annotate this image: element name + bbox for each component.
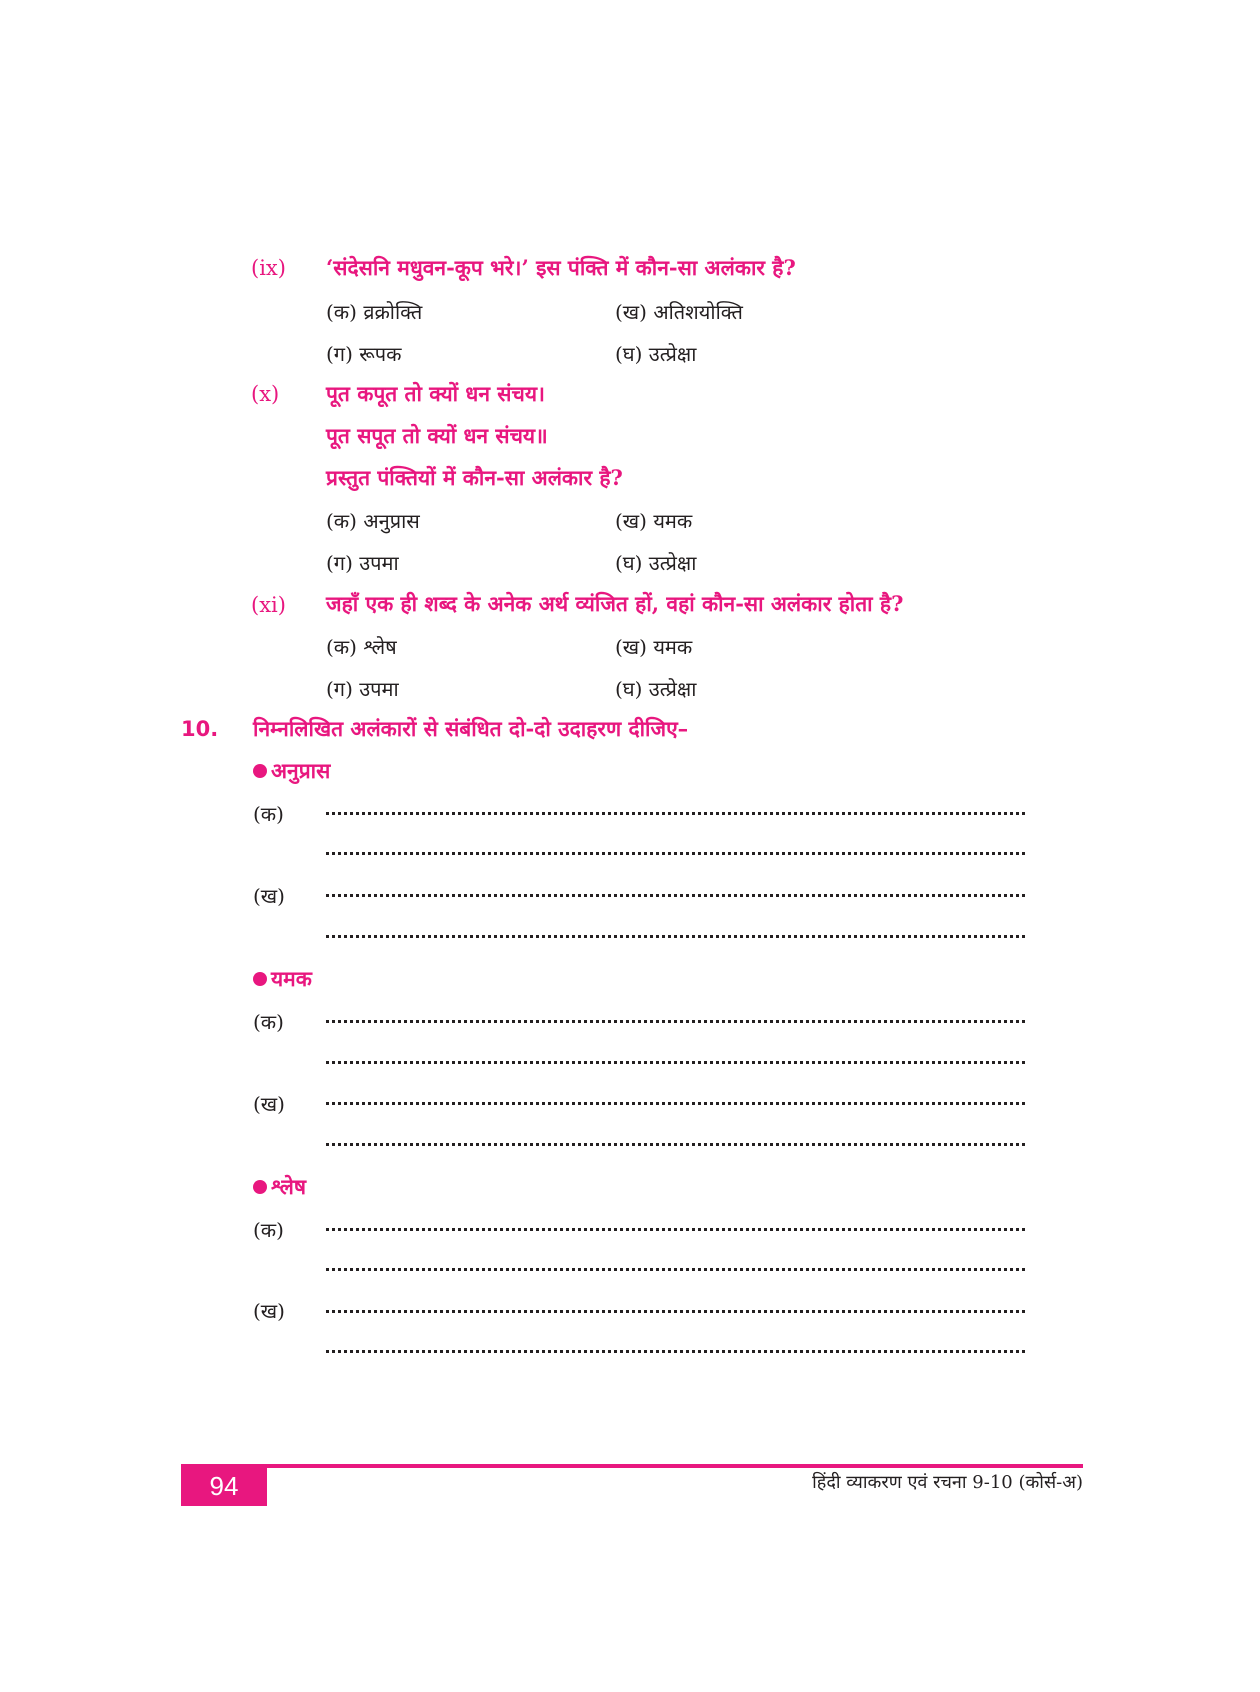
option: (घ) उत्प्रेक्षा [615,551,697,575]
answer-label: (ख) [253,1299,285,1323]
group-heading: श्लेष [253,1173,306,1201]
option: (क) व्रक्रोक्ति [326,300,423,324]
answer-line[interactable] [326,1228,1025,1231]
answer-line[interactable] [326,1310,1025,1313]
group-heading: अनुप्रास [253,757,330,785]
option: (घ) उत्प्रेक्षा [615,677,697,701]
answer-line[interactable] [326,1020,1025,1023]
footer-rule [181,1464,1083,1468]
bullet-icon [253,764,267,778]
option: (ख) यमक [615,635,693,659]
answer-line[interactable] [326,1268,1025,1271]
answer-label: (क) [253,1010,284,1034]
answer-line[interactable] [326,1143,1025,1146]
book-title: हिंदी व्याकरण एवं रचना 9-10 (कोर्स-अ) [812,1472,1083,1493]
question-number: (x) [251,382,280,406]
answer-line[interactable] [326,1061,1025,1064]
answer-label: (ख) [253,1092,285,1116]
answer-label: (क) [253,802,284,826]
group-heading: यमक [253,965,312,993]
answer-label: (ख) [253,884,285,908]
answer-line[interactable] [326,1350,1025,1353]
answer-line[interactable] [326,812,1025,815]
question-text: जहाँ एक ही शब्द के अनेक अर्थ व्यंजित हों, वहां कौन-सा अलंकार होता है? [326,591,904,616]
option: (क) अनुप्रास [326,509,420,533]
question-number: (ix) [251,256,286,280]
option: (ख) यमक [615,509,693,533]
question-text: ‘संदेसनि मधुवन-कूप भरे।’ इस पंक्ति में कौन-सा अलंकार है? [326,255,796,280]
answer-line[interactable] [326,935,1025,938]
option: (ख) अतिशयोक्ति [615,300,743,324]
answer-label: (क) [253,1218,284,1242]
question-text: पूत कपूत तो क्यों धन संचय। [326,381,545,406]
option: (ग) उपमा [326,677,399,701]
answer-line[interactable] [326,1102,1025,1105]
section-number: 10. [181,717,219,741]
option: (ग) रूपक [326,342,402,366]
question-text: पूत सपूत तो क्यों धन संचय॥ [326,423,548,448]
bullet-icon [253,1180,267,1194]
question-number: (xi) [251,593,286,617]
question-text: प्रस्तुत पंक्तियों में कौन-सा अलंकार है? [326,465,623,490]
option: (क) श्लेष [326,635,397,659]
bullet-icon [253,972,267,986]
section-instruction: निम्नलिखित अलंकारों से संबंधित दो-दो उदाहरण दीजिए– [253,716,689,741]
page-number: 94 [181,1464,267,1506]
answer-line[interactable] [326,894,1025,897]
answer-line[interactable] [326,852,1025,855]
option: (ग) उपमा [326,551,399,575]
option: (घ) उत्प्रेक्षा [615,342,697,366]
